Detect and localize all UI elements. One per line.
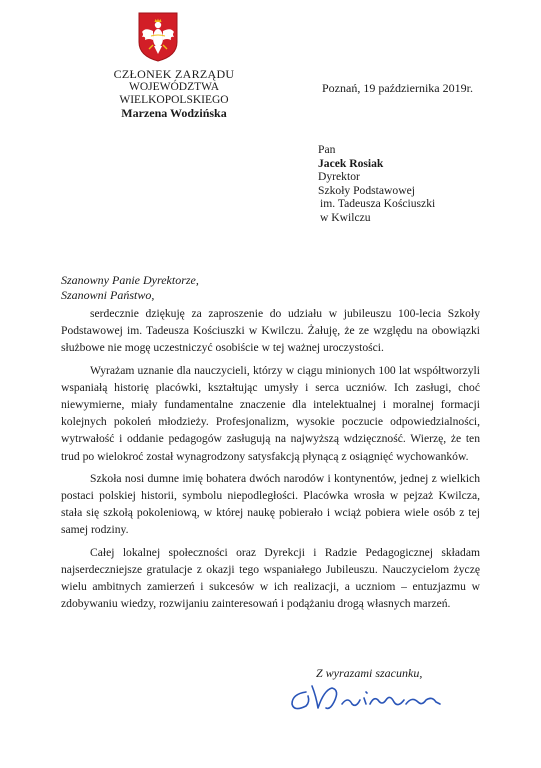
letter-date: Poznań, 19 października 2019r. xyxy=(322,81,473,95)
recipient-position: Dyrektor xyxy=(318,170,360,183)
handwritten-signature xyxy=(286,682,446,716)
recipient-school-patron: im. Tadeusza Kościuszki xyxy=(320,197,436,210)
recipient-school: Szkoły Podstawowej xyxy=(318,183,415,197)
recipient-name: Jacek Rosiak xyxy=(318,156,384,170)
salutation-line-1: Szanowny Panie Dyrektorze, xyxy=(61,273,199,287)
body-paragraph: Szkoła nosi dumne imię bohatera dwóch narodów i kontynentów, jednej z wielkich postaci polskiej historii, symbolu niepodległości. Placówka wrosła w pejzaż Kwilcza, stała się szkołą pokoleniową, w której naukę pobierało i wciąż pobiera wiele osób z tej samej rodziny. xyxy=(61,471,480,537)
sender-name: Marzena Wodzińska xyxy=(121,106,227,120)
sender-organization: WOJEWÓDZTWA WIELKOPOLSKIEGO xyxy=(119,81,229,106)
body-paragraph: serdecznie dziękuję za zaproszenie do udziału w jubileuszu 100-lecia Szkoły Podstawowej im. Tadeusza Kościuszki w Kwilczu. Żałuję, że ze względu na obowiązki służbowe nie mogę uczestniczyć osobiście w tej ważnej uroczystości. xyxy=(61,307,480,355)
body-paragraph: Wyrażam uznanie dla nauczycieli, którzy w ciągu minionych 100 lat współtworzyli wspaniałą historię placówki, kształtując umysły i serca uczniów. Ich zasługi, choć niewymierne, miały fundamentalne znaczenie dla intelektualnej i moralnej formacji kolejnych pokoleń młodzieży. Profesjonalizm, wysokie poczucie odpowiedzialności, wytrwałość i oddanie pedagogów zasługują na najwyższą wdzięczność. Wierzę, że ten trud po wielokroć został wynagrodzony satysfakcją płynącą z osiągnięć wychowanków. xyxy=(61,363,480,463)
recipient-block xyxy=(318,143,435,224)
recipient-town: w Kwilczu xyxy=(320,210,371,224)
recipient-salutation-word: Pan xyxy=(318,143,336,156)
salutation xyxy=(61,273,199,303)
salutation-line-2: Szanowni Państwo, xyxy=(61,288,155,302)
sender-block xyxy=(84,68,264,120)
closing-phrase: Z wyrazami szacunku, xyxy=(316,666,423,680)
letter-body xyxy=(61,305,480,617)
sender-title: CZŁONEK ZARZĄDU xyxy=(113,67,235,81)
body-paragraph: Całej lokalnej społeczności oraz Dyrekcji i Radzie Pedagogicznej składam najserdeczniejsze gratulacje z okazji tego wspaniałego Jubileuszu. Nauczycielom życzę wielu ambitnych zamierzeń i sukcesów w ich realizacji, a uczniom – entuzjazmu w zdobywaniu wiedzy, rozwijaniu zainteresowań i podążaniu drogą własnych marzeń. xyxy=(61,545,480,611)
white-eagle-crest-icon xyxy=(138,12,178,62)
